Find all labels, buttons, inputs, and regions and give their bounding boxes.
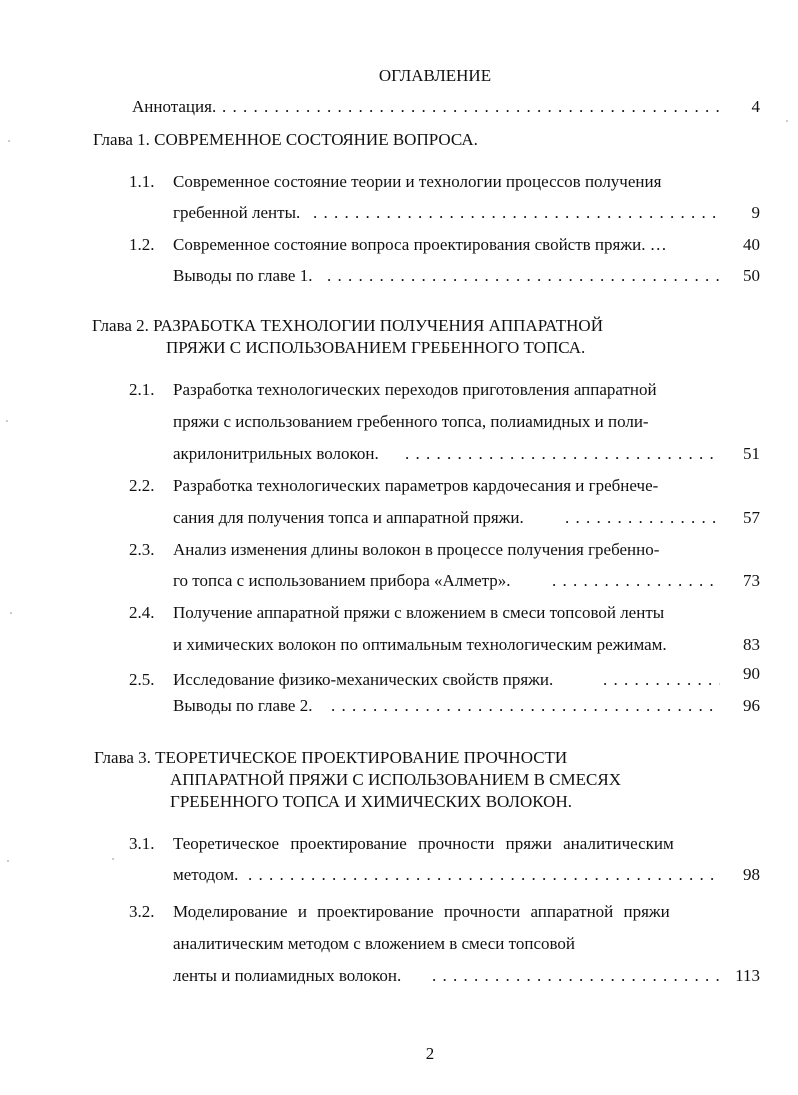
section-1-2-line1: Современное состояние вопроса проектирования свойств пряжи. … <box>173 235 667 254</box>
dot-leader <box>327 266 720 286</box>
section-number: 2.4. <box>129 603 155 622</box>
chapter-3-heading-line2: АППАРАТНОЙ ПРЯЖИ С ИСПОЛЬЗОВАНИЕМ В СМЕСЯХ <box>170 770 621 789</box>
dot-leader <box>565 508 720 528</box>
section-number: 3.2. <box>129 902 155 921</box>
toc-entry-annotation: Аннотация. <box>132 97 217 116</box>
scan-speck <box>8 140 10 142</box>
section-3-2-line2: аналитическим методом с вложением в смеси топсовой <box>173 934 575 953</box>
section-number: 1.1. <box>129 172 155 191</box>
section-number: 2.2. <box>129 476 155 495</box>
chapter-3-heading-line3: ГРЕБЕННОГО ТОПСА И ХИМИЧЕСКИХ ВОЛОКОН. <box>170 792 572 811</box>
section-3-2-line3: ленты и полиамидных волокон. <box>173 966 402 985</box>
chapter-3-heading-line1: Глава 3. ТЕОРЕТИЧЕСКОЕ ПРОЕКТИРОВАНИЕ ПРОЧНОСТИ <box>94 748 568 767</box>
section-2-1-line1: Разработка технологических переходов приготовления аппаратной <box>173 380 657 399</box>
section-number: 2.5. <box>129 670 155 689</box>
section-2-1-line2: пряжи с использованием гребенного топса, полиамидных и поли- <box>173 412 649 431</box>
scan-speck <box>10 612 12 614</box>
conclusions-chapter-2: Выводы по главе 2. <box>173 696 313 715</box>
section-2-3-line2: го топса с использованием прибора «Алметр». <box>173 571 511 590</box>
section-2-3-line1: Анализ изменения длины волокон в процессе получения гребенно- <box>173 540 660 559</box>
dot-leader <box>331 696 720 716</box>
section-3-1-line2: методом. <box>173 865 239 884</box>
scan-speck <box>112 858 114 860</box>
section-2-5-line1: Исследование физико-механических свойств пряжи. <box>173 670 554 689</box>
page-ref: 51 <box>743 444 760 463</box>
section-2-4-line1: Получение аппаратной пряжи с вложением в смеси топсовой ленты <box>173 603 665 622</box>
section-2-4-line2: и химических волокон по оптимальным технологическим режимам. <box>173 635 667 654</box>
page-ref: 4 <box>751 97 760 116</box>
section-1-1-line2: гребенной ленты. <box>173 203 301 222</box>
page-ref: 9 <box>751 203 760 222</box>
page-ref: 113 <box>735 966 760 985</box>
dot-leader <box>405 444 720 464</box>
dot-leader <box>248 865 720 885</box>
dot-leader <box>432 966 720 986</box>
section-1-1-line1: Современное состояние теории и технологии процессов получения <box>173 172 662 191</box>
scan-speck <box>6 420 8 422</box>
section-3-2-line1: Моделирование и проектирование прочности аппаратной пряжи <box>173 902 670 921</box>
section-number: 1.2. <box>129 235 155 254</box>
section-3-1-line1: Теоретическое проектирование прочности пряжи аналитическим <box>173 834 674 853</box>
page-ref: 90 <box>743 664 760 683</box>
page-number: 2 <box>425 1044 435 1063</box>
page-ref: 57 <box>743 508 760 527</box>
section-2-2-line2: сания для получения топса и аппаратной пряжи. <box>173 508 524 527</box>
section-number: 2.1. <box>129 380 155 399</box>
conclusions-chapter-1: Выводы по главе 1. <box>173 266 313 285</box>
section-number: 2.3. <box>129 540 155 559</box>
dot-leader <box>313 203 720 223</box>
dot-leader <box>552 571 720 591</box>
section-2-1-line3: акрилонитрильных волокон. <box>173 444 379 463</box>
dot-leader <box>222 97 720 117</box>
chapter-2-heading-line1: Глава 2. РАЗРАБОТКА ТЕХНОЛОГИИ ПОЛУЧЕНИЯ АППАРАТНОЙ <box>92 316 603 335</box>
page-ref: 40 <box>743 235 760 254</box>
page-ref: 50 <box>743 266 760 285</box>
section-number: 3.1. <box>129 834 155 853</box>
page-ref: 83 <box>743 635 760 654</box>
scan-speck <box>7 860 9 862</box>
dot-leader <box>603 670 720 690</box>
scan-speck <box>786 120 788 122</box>
section-2-2-line1: Разработка технологических параметров кардочесания и гребнече- <box>173 476 659 495</box>
toc-title: ОГЛАВЛЕНИЕ <box>378 66 492 85</box>
page-ref: 73 <box>743 571 760 590</box>
chapter-2-heading-line2: ПРЯЖИ С ИСПОЛЬЗОВАНИЕМ ГРЕБЕННОГО ТОПСА. <box>166 338 586 357</box>
page-ref: 96 <box>743 696 760 715</box>
page-ref: 98 <box>743 865 760 884</box>
chapter-1-heading: Глава 1. СОВРЕМЕННОЕ СОСТОЯНИЕ ВОПРОСА. <box>93 130 478 149</box>
